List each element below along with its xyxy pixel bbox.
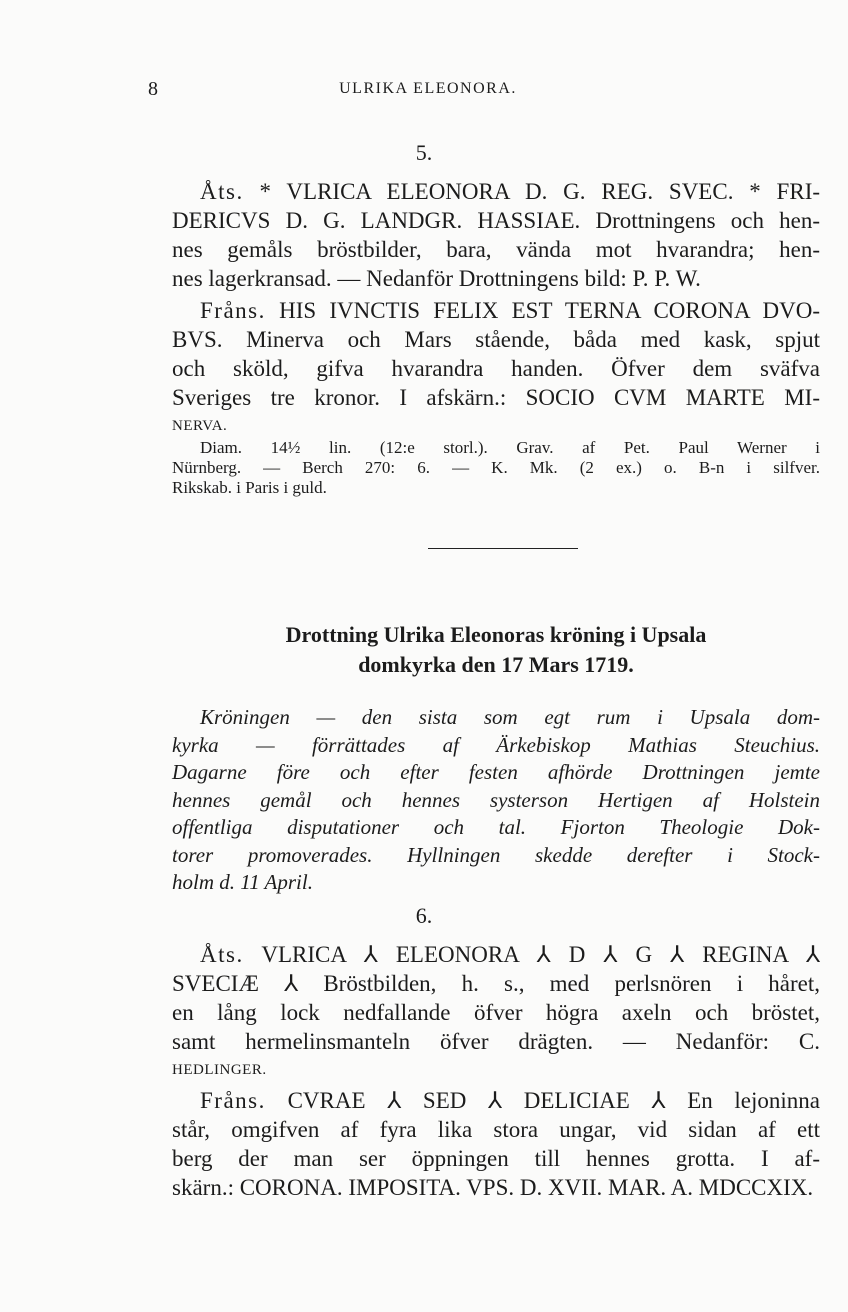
italic-line: Dagarne före och efter festen afhörde Drottningen jemte <box>172 760 820 784</box>
italic-line: kyrka — förrättades af Ärkebiskop Mathias Steuchius. <box>172 732 820 757</box>
italic-line: hennes gemål och hennes systerson Hertigen af Holstein <box>172 787 820 812</box>
entry-6-reverse <box>172 1086 820 1202</box>
text-line <box>172 177 820 206</box>
running-title: ULRIKA ELEONORA. <box>339 80 517 97</box>
text-line: NERVA. <box>172 418 228 434</box>
page-number: 8 <box>148 78 158 100</box>
italic-line: torer promoverades. Hyllningen skedde derefter i Stock- <box>172 842 820 867</box>
reverse-lead: Fråns. <box>200 298 266 323</box>
entry-5-notes <box>172 438 820 498</box>
running-header <box>148 78 708 102</box>
note-line: Diam. 14½ lin. (12:e storl.). Grav. af Pet. Paul Werner i <box>200 438 820 457</box>
text-line: och sköld, gifva hvarandra handen. Öfver dem sväfva <box>172 356 820 381</box>
text-line-content: * VLRICA ELEONORA D. G. REG. SVEC. * FRI- <box>259 179 821 204</box>
text-line-content: CVRAE ⅄ SED ⅄ DELICIAE ⅄ En lejoninna <box>287 1088 821 1113</box>
italic-line: Kröningen — den sista som egt rum i Upsala dom- <box>200 705 820 729</box>
entry-5-reverse <box>172 296 820 441</box>
text-line: en lång lock nedfallande öfver högra axeln och bröstet, <box>172 1000 820 1025</box>
obverse-lead: Åts. <box>200 179 244 204</box>
entry-6-obverse <box>172 940 820 1085</box>
text-line <box>172 940 820 969</box>
text-line: berg der man ser öppningen till hennes grotta. I af- <box>172 1146 820 1171</box>
text-line: skärn.: CORONA. IMPOSITA. VPS. D. XVII. MAR. A. MDCCXIX. <box>172 1175 814 1200</box>
text-line <box>172 296 820 325</box>
obverse-lead: Åts. <box>200 942 244 967</box>
heading-line: domkyrka den 17 Mars 1719. <box>358 652 634 677</box>
text-line: BVS. Minerva och Mars stående, båda med kask, spjut <box>172 327 820 352</box>
text-line: samt hermelinsmanteln öfver drägten. — Nedanför: C. <box>172 1029 820 1054</box>
italic-line: holm d. 11 April. <box>172 870 313 894</box>
text-line: Sveriges tre kronor. I afskärn.: SOCIO CVM MARTE MI- <box>172 385 820 410</box>
text-line: nes lagerkransad. — Nedanför Drottningens bild: P. P. W. <box>172 266 701 291</box>
text-line: HEDLINGER. <box>172 1062 267 1078</box>
section-description <box>172 704 820 897</box>
text-line: SVECIÆ ⅄ Bröstbilden, h. s., med perlsnören i håret, <box>172 971 820 996</box>
text-line: nes gemåls bröstbilder, bara, vända mot hvarandra; hen- <box>172 237 820 262</box>
entry-5-obverse <box>172 177 820 293</box>
reverse-lead: Fråns. <box>200 1088 266 1113</box>
heading-line: Drottning Ulrika Eleonoras kröning i Upsala <box>285 622 707 647</box>
text-line-content: HIS IVNCTIS FELIX EST TERNA CORONA DVO- <box>279 298 820 323</box>
entry-number-5: 5. <box>415 140 433 165</box>
text-line <box>172 1086 820 1115</box>
entry-number-6: 6. <box>415 903 433 928</box>
note-line: Rikskab. i Paris i guld. <box>172 478 327 497</box>
section-heading <box>172 620 820 680</box>
italic-line: offentliga disputationer och tal. Fjorton Theologie Dok- <box>172 815 820 839</box>
text-line: står, omgifven af fyra lika stora ungar, vid sidan af ett <box>172 1117 820 1142</box>
text-line: DERICVS D. G. LANDGR. HASSIAE. Drottningens och hen- <box>172 208 820 233</box>
text-line-content: VLRICA ⅄ ELEONORA ⅄ D ⅄ G ⅄ REGINA ⅄ <box>261 942 820 967</box>
section-divider <box>428 548 578 549</box>
note-line: Nürnberg. — Berch 270: 6. — K. Mk. (2 ex.) o. B-n i silfver. <box>172 458 820 477</box>
